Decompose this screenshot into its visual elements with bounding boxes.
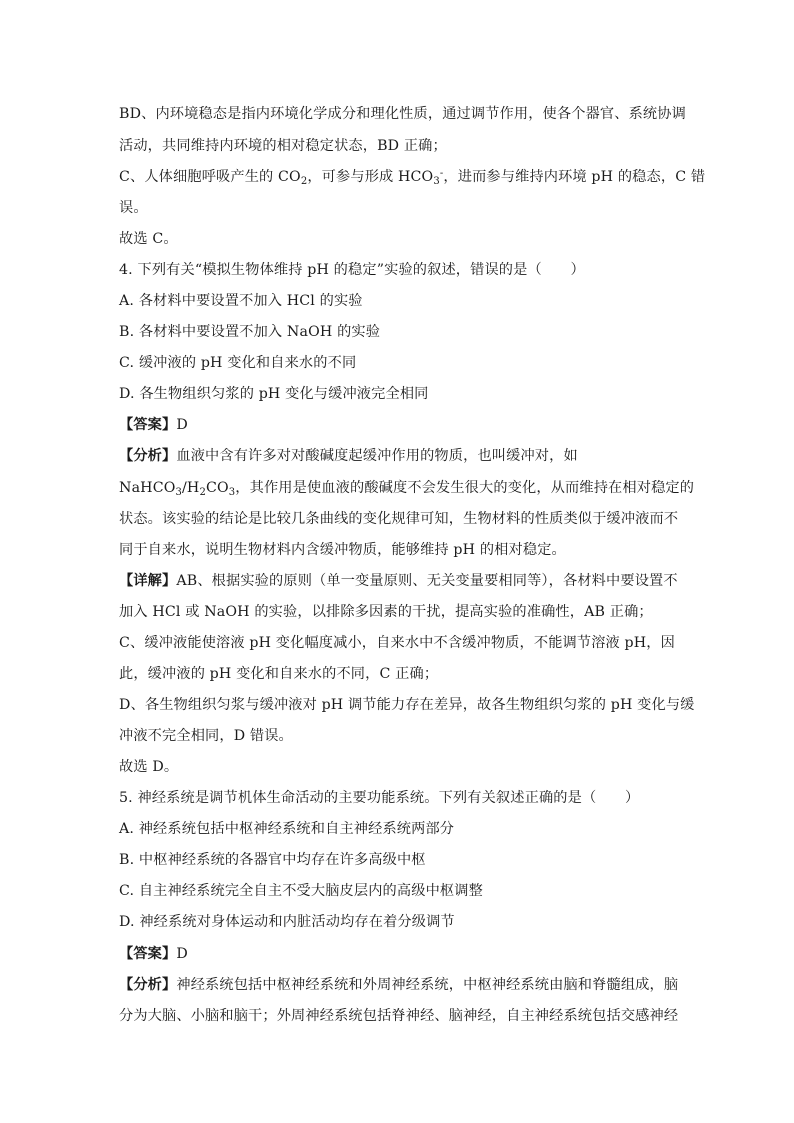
analysis-tag: 【分析】 bbox=[119, 977, 177, 993]
text-line bbox=[119, 478, 695, 498]
text-span: ，可参与形成 HCO bbox=[307, 169, 434, 185]
question-4-option-b: B. 各材料中要设置不加入 NaOH 的实验 bbox=[119, 324, 381, 340]
text-line: 状态。该实验的结论是比较几条曲线的变化规律可知，生物材料的性质类似于缓冲液而不 bbox=[119, 511, 679, 527]
question-5-option-c: C. 自主神经系统完全自主不受大脑皮层内的高级中枢调整 bbox=[119, 883, 483, 899]
text-span: ，其作用是使血液的酸碱度不会发生很大的变化，从而维持在相对稳定的 bbox=[235, 480, 695, 496]
text-span: 血液中含有许多对对酸碱度起缓冲作用的物质，也叫缓冲对，如 bbox=[176, 448, 578, 464]
question-4-detail bbox=[119, 571, 679, 591]
question-5-option-b: B. 中枢神经系统的各器官中均存在许多高级中枢 bbox=[119, 852, 426, 868]
question-5-stem: 5. 神经系统是调节机体生命活动的主要功能系统。下列有关叙述正确的是（ ） bbox=[119, 790, 640, 806]
answer-tag: 【答案】 bbox=[119, 417, 177, 433]
text-line: 故选 C。 bbox=[119, 231, 178, 247]
question-4-option-d: D. 各生物组织匀浆的 pH 变化与缓冲液完全相同 bbox=[119, 386, 429, 402]
text-span: CO bbox=[205, 480, 229, 496]
superscript: - bbox=[439, 168, 444, 179]
question-4-stem: 4. 下列有关“模拟生物体维持 pH 的稳定”实验的叙述，错误的是（ ） bbox=[119, 262, 585, 278]
subscript: 2 bbox=[199, 487, 206, 498]
text-line bbox=[119, 167, 706, 187]
answer-value: D bbox=[176, 417, 188, 433]
question-4-answer bbox=[119, 415, 679, 435]
question-4-option-c: C. 缓冲液的 pH 变化和自来水的不同 bbox=[119, 355, 357, 371]
text-span: AB、根据实验的原则（单一变量原则、无关变量要相同等），各材料中要设置不 bbox=[176, 573, 678, 589]
question-5-answer bbox=[119, 944, 679, 964]
text-span: NaHCO bbox=[119, 480, 176, 496]
text-line: 加入 HCl 或 NaOH 的实验，以排除多因素的干扰，提高实验的准确性，AB 正确； bbox=[119, 604, 653, 620]
text-line: D、各生物组织匀浆与缓冲液对 pH 调节能力存在差异，故各生物组织匀浆的 pH 变化与缓 bbox=[119, 697, 695, 713]
text-line: 同于自来水，说明生物材料内含缓冲物质，能够维持 pH 的相对稳定。 bbox=[119, 542, 566, 558]
subscript: 2 bbox=[300, 176, 308, 187]
question-4-analysis bbox=[119, 446, 679, 466]
answer-value: D bbox=[176, 946, 188, 962]
detail-tag: 【详解】 bbox=[119, 573, 177, 589]
question-4-option-a: A. 各材料中要设置不加入 HCl 的实验 bbox=[119, 293, 363, 309]
subscript: 3 bbox=[175, 487, 182, 498]
text-line: 冲液不完全相同，D 错误。 bbox=[119, 728, 293, 744]
text-line: BD、内环境稳态是指内环境化学成分和理化性质，通过调节作用，使各个器官、系统协调 bbox=[119, 106, 686, 122]
text-line: 分为大脑、小脑和脑干；外周神经系统包括脊神经、脑神经，自主神经系统包括交感神经 bbox=[119, 1008, 679, 1024]
analysis-tag: 【分析】 bbox=[119, 448, 177, 464]
subscript: 3 bbox=[228, 487, 236, 498]
text-span: ，进而参与维持内环境 pH 的稳态，C 错 bbox=[443, 169, 706, 185]
text-line: 误。 bbox=[119, 200, 148, 216]
question-5-analysis bbox=[119, 975, 679, 995]
text-span: C、人体细胞呼吸产生的 CO bbox=[119, 169, 301, 185]
text-line: 故选 D。 bbox=[119, 759, 179, 775]
text-span: /H bbox=[182, 480, 200, 496]
subscript: 3 bbox=[433, 176, 440, 187]
text-line: 活动，共同维持内环境的相对稳定状态，BD 正确； bbox=[119, 138, 447, 154]
question-5-option-a: A. 神经系统包括中枢神经系统和自主神经系统两部分 bbox=[119, 821, 455, 837]
text-line: C、缓冲液能使溶液 pH 变化幅度减小，自来水中不含缓冲物质，不能调节溶液 pH，因 bbox=[119, 635, 675, 651]
answer-tag: 【答案】 bbox=[119, 946, 177, 962]
question-5-option-d: D. 神经系统对身体运动和内脏活动均存在着分级调节 bbox=[119, 914, 455, 930]
text-line: 此，缓冲液的 pH 变化和自来水的不同，C 正确； bbox=[119, 666, 439, 682]
text-span: 神经系统包括中枢神经系统和外周神经系统，中枢神经系统由脑和脊髓组成，脑 bbox=[176, 977, 679, 993]
